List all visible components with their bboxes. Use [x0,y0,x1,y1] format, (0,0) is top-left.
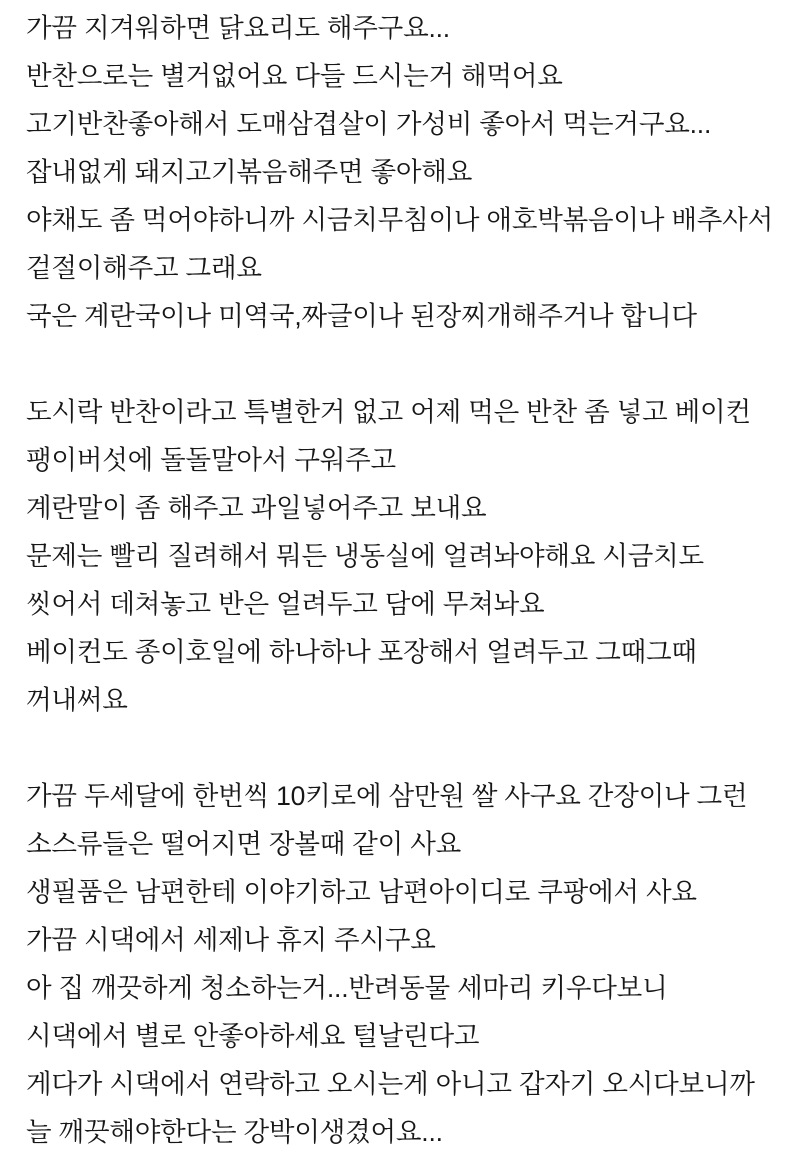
text-block-2 [26,388,774,724]
block-spacer [26,724,774,772]
text-block-3 [26,772,774,1156]
paragraph: 반찬으로는 별거없어요 다들 드시는거 해먹어요 [26,61,563,91]
paragraph: 계란말이 좀 해주고 과일넣어주고 보내요 [26,493,487,523]
block-spacer [26,340,774,388]
text-block-1 [26,4,781,340]
paragraph: 야채도 좀 먹어야하니까 시금치무침이나 애호박볶음이나 배추사서 겉절이해주고 그래요 [26,205,781,283]
paragraph: 도시락 반찬이라고 특별한거 없고 어제 먹은 반찬 좀 넣고 베이컨 팽이버섯에 돌돌말아서 구워주고 [26,397,759,475]
paragraph: 문제는 빨리 질려해서 뭐든 냉동실에 얼려놔야해요 시금치도 씻어서 데쳐놓고 반은 얼려두고 담에 무쳐놔요 [26,541,712,619]
paragraph: 국은 계란국이나 미역국,짜글이나 된장찌개해주거나 합니다 [26,301,697,331]
paragraph: 가끔 지겨워하면 닭요리도 해주구요... [26,13,450,43]
paragraph: 고기반찬좋아해서 도매삼겹살이 가성비 좋아서 먹는거구요...잡내없게 돼지고기볶음해주면 좋아해요 [26,109,712,187]
paragraph: 가끔 시댁에서 세제나 휴지 주시구요 [26,925,436,955]
paragraph: 생필품은 남편한테 이야기하고 남편아이디로 쿠팡에서 사요 [26,877,697,907]
paragraph: 베이컨도 종이호일에 하나하나 포장해서 얼려두고 그때그때 꺼내써요 [26,637,704,715]
paragraph: 아 집 깨끗하게 청소하는거...반려동물 세마리 키우다보니 시댁에서 별로 안좋아하세요 털날린다고 [26,973,675,1051]
paragraph: 가끔 두세달에 한번씩 10키로에 삼만원 쌀 사구요 간장이나 그런 소스류들은 떨어지면 장볼때 같이 사요 [26,781,755,859]
paragraph: 게다가 시댁에서 연락하고 오시는게 아니고 갑자기 오시다보니까 늘 깨끗해야한다는 강박이생겼어요... [26,1069,762,1147]
